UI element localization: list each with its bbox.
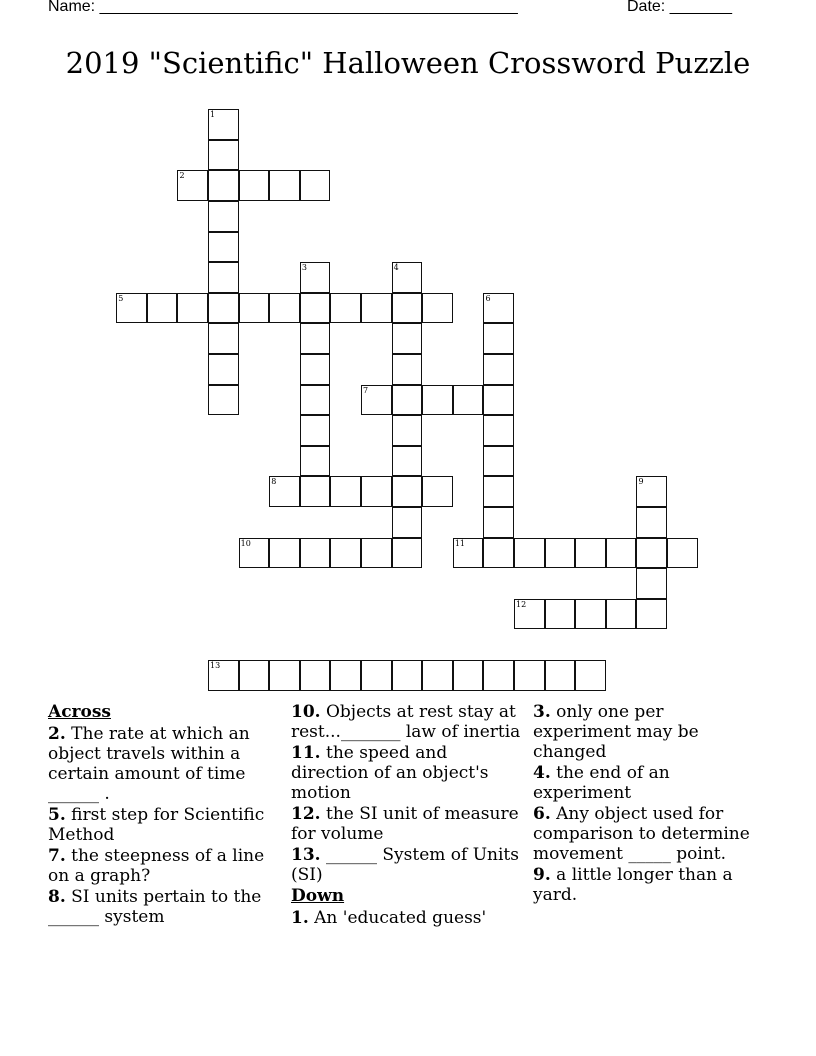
clue-number: 1. <box>291 908 309 928</box>
clue-text: An 'educated guess' <box>308 908 487 928</box>
crossword-cell[interactable] <box>361 476 392 507</box>
clue-text: ______ System of Units (SI) <box>291 845 519 885</box>
crossword-cell[interactable] <box>269 476 300 507</box>
crossword-cell[interactable] <box>208 385 239 416</box>
clue-down-9 <box>533 865 765 905</box>
name-field[interactable]: Name: _______________________________________________ <box>48 0 518 15</box>
crossword-cell[interactable] <box>422 660 453 691</box>
clues-column-2 <box>291 702 523 929</box>
crossword-cell[interactable] <box>208 170 239 201</box>
clue-down-6 <box>533 804 765 864</box>
crossword-cell[interactable] <box>667 538 698 569</box>
clue-number: 2. <box>48 724 66 744</box>
crossword-cell[interactable] <box>483 538 514 569</box>
clue-number-label: 8 <box>271 477 277 487</box>
crossword-cell[interactable] <box>361 385 392 416</box>
clue-number: 10. <box>291 702 321 722</box>
crossword-cell[interactable] <box>361 660 392 691</box>
clue-number-label: 1 <box>210 110 216 120</box>
crossword-cell[interactable] <box>575 599 606 630</box>
crossword-cell[interactable] <box>300 293 331 324</box>
crossword-cell[interactable] <box>300 538 331 569</box>
crossword-cell[interactable] <box>392 385 423 416</box>
clue-number: 11. <box>291 743 321 763</box>
clue-across-8 <box>48 887 280 927</box>
crossword-cell[interactable] <box>208 201 239 232</box>
clue-text: the SI unit of measure for volume <box>291 804 519 844</box>
crossword-cell[interactable] <box>483 385 514 416</box>
crossword-cell[interactable] <box>392 507 423 538</box>
crossword-cell[interactable] <box>483 507 514 538</box>
clue-across-2 <box>48 724 280 804</box>
crossword-cell[interactable] <box>330 293 361 324</box>
crossword-cell[interactable] <box>208 140 239 171</box>
clue-across-5 <box>48 805 280 845</box>
crossword-cell[interactable] <box>239 293 270 324</box>
crossword-cell[interactable] <box>392 446 423 477</box>
crossword-cell[interactable] <box>208 232 239 263</box>
crossword-cell[interactable] <box>116 293 147 324</box>
crossword-cell[interactable] <box>483 323 514 354</box>
crossword-cell[interactable] <box>208 293 239 324</box>
clue-number: 12. <box>291 804 321 824</box>
clue-text: The rate at which an object travels within a certain amount of time ______ . <box>48 724 250 804</box>
crossword-cell[interactable] <box>636 568 667 599</box>
crossword-cell[interactable] <box>606 599 637 630</box>
clue-number-label: 10 <box>240 538 251 548</box>
crossword-cell[interactable] <box>453 660 484 691</box>
crossword-cell[interactable] <box>208 354 239 385</box>
clue-number: 3. <box>533 702 551 722</box>
crossword-cell[interactable] <box>483 476 514 507</box>
crossword-cell[interactable] <box>330 538 361 569</box>
crossword-cell[interactable] <box>208 323 239 354</box>
clues-column-1 <box>48 702 280 928</box>
clue-text: a little longer than a yard. <box>533 865 733 905</box>
clue-number-label: 11 <box>454 538 466 548</box>
crossword-cell[interactable] <box>392 262 423 293</box>
crossword-cell[interactable] <box>361 538 392 569</box>
crossword-cell[interactable] <box>575 538 606 569</box>
crossword-cell[interactable] <box>300 446 331 477</box>
clue-text: Any object used for comparison to determine movement _____ point. <box>533 804 750 864</box>
clue-number-label: 2 <box>179 171 185 181</box>
clue-number: 4. <box>533 763 551 783</box>
clue-text: first step for Scientific Method <box>48 805 265 845</box>
crossword-cell[interactable] <box>239 660 270 691</box>
clue-across-11 <box>291 743 523 803</box>
crossword-cell[interactable] <box>300 385 331 416</box>
crossword-cell[interactable] <box>636 599 667 630</box>
clue-number: 13. <box>291 845 321 865</box>
crossword-cell[interactable] <box>239 170 270 201</box>
crossword-cell[interactable] <box>239 538 270 569</box>
crossword-cell[interactable] <box>330 660 361 691</box>
clue-across-10 <box>291 702 523 742</box>
clue-number-label: 12 <box>516 599 527 609</box>
crossword-cell[interactable] <box>453 385 484 416</box>
crossword-cell[interactable] <box>392 415 423 446</box>
crossword-cell[interactable] <box>208 109 239 140</box>
clue-text: Objects at rest stay at rest..._______ law of inertia <box>291 702 521 742</box>
crossword-cell[interactable] <box>392 293 423 324</box>
crossword-cell[interactable] <box>545 538 576 569</box>
clue-text: the steepness of a line on a graph? <box>48 846 265 886</box>
crossword-cell[interactable] <box>147 293 178 324</box>
clue-text: the speed and direction of an object's motion <box>291 743 489 803</box>
clue-text: only one per experiment may be changed <box>533 702 699 762</box>
crossword-cell[interactable] <box>300 323 331 354</box>
clue-number-label: 7 <box>363 385 369 395</box>
crossword-cell[interactable] <box>514 599 545 630</box>
crossword-cell[interactable] <box>300 262 331 293</box>
crossword-cell[interactable] <box>453 538 484 569</box>
clue-across-13 <box>291 845 523 885</box>
crossword-cell[interactable] <box>636 476 667 507</box>
crossword-cell[interactable] <box>300 476 331 507</box>
crossword-cell[interactable] <box>483 354 514 385</box>
clues-column-3 <box>533 702 765 906</box>
clue-across-12 <box>291 804 523 844</box>
crossword-cell[interactable] <box>269 293 300 324</box>
crossword-cell[interactable] <box>422 476 453 507</box>
crossword-cell[interactable] <box>514 660 545 691</box>
crossword-cell[interactable] <box>208 660 239 691</box>
clue-number-label: 5 <box>118 293 124 303</box>
crossword-cell[interactable] <box>177 293 208 324</box>
crossword-cell[interactable] <box>606 538 637 569</box>
clue-text: SI units pertain to the ______ system <box>48 887 262 927</box>
clue-text: the end of an experiment <box>533 763 670 803</box>
crossword-cell[interactable] <box>330 476 361 507</box>
clue-number-label: 6 <box>485 293 491 303</box>
clue-number-label: 3 <box>301 263 307 273</box>
clue-number: 5. <box>48 805 66 825</box>
crossword-cell[interactable] <box>392 538 423 569</box>
crossword-cell[interactable] <box>392 660 423 691</box>
clue-down-1 <box>291 908 523 928</box>
clue-down-4 <box>533 763 765 803</box>
date-field[interactable]: Date: _______ <box>627 0 732 15</box>
crossword-cell[interactable] <box>300 354 331 385</box>
clue-across-7 <box>48 846 280 886</box>
page-title: 2019 "Scientific" Halloween Crossword Puzzle <box>65 46 751 80</box>
crossword-cell[interactable] <box>422 385 453 416</box>
crossword-cell[interactable] <box>392 354 423 385</box>
clue-number-label: 13 <box>210 661 221 671</box>
crossword-cell[interactable] <box>300 660 331 691</box>
crossword-cell[interactable] <box>269 538 300 569</box>
crossword-cell[interactable] <box>392 476 423 507</box>
crossword-cell[interactable] <box>300 170 331 201</box>
clue-number: 9. <box>533 865 551 885</box>
crossword-cell[interactable] <box>177 170 208 201</box>
crossword-cell[interactable] <box>269 660 300 691</box>
crossword-cell[interactable] <box>545 660 576 691</box>
down-heading: Down <box>291 886 345 906</box>
clue-number: 6. <box>533 804 551 824</box>
crossword-cell[interactable] <box>392 323 423 354</box>
clue-down-3 <box>533 702 765 762</box>
crossword-cell[interactable] <box>545 599 576 630</box>
crossword-cell[interactable] <box>575 660 606 691</box>
crossword-cell[interactable] <box>636 507 667 538</box>
crossword-cell[interactable] <box>300 415 331 446</box>
across-heading: Across <box>48 702 111 722</box>
crossword-cell[interactable] <box>636 538 667 569</box>
crossword-cell[interactable] <box>483 660 514 691</box>
crossword-cell[interactable] <box>361 293 392 324</box>
crossword-cell[interactable] <box>269 170 300 201</box>
clue-number: 7. <box>48 846 66 866</box>
crossword-cell[interactable] <box>483 446 514 477</box>
clue-number-label: 9 <box>638 477 644 487</box>
clue-number-label: 4 <box>393 263 399 273</box>
crossword-cell[interactable] <box>483 293 514 324</box>
clue-number: 8. <box>48 887 66 907</box>
crossword-cell[interactable] <box>208 262 239 293</box>
crossword-cell[interactable] <box>422 293 453 324</box>
crossword-cell[interactable] <box>514 538 545 569</box>
crossword-cell[interactable] <box>483 415 514 446</box>
